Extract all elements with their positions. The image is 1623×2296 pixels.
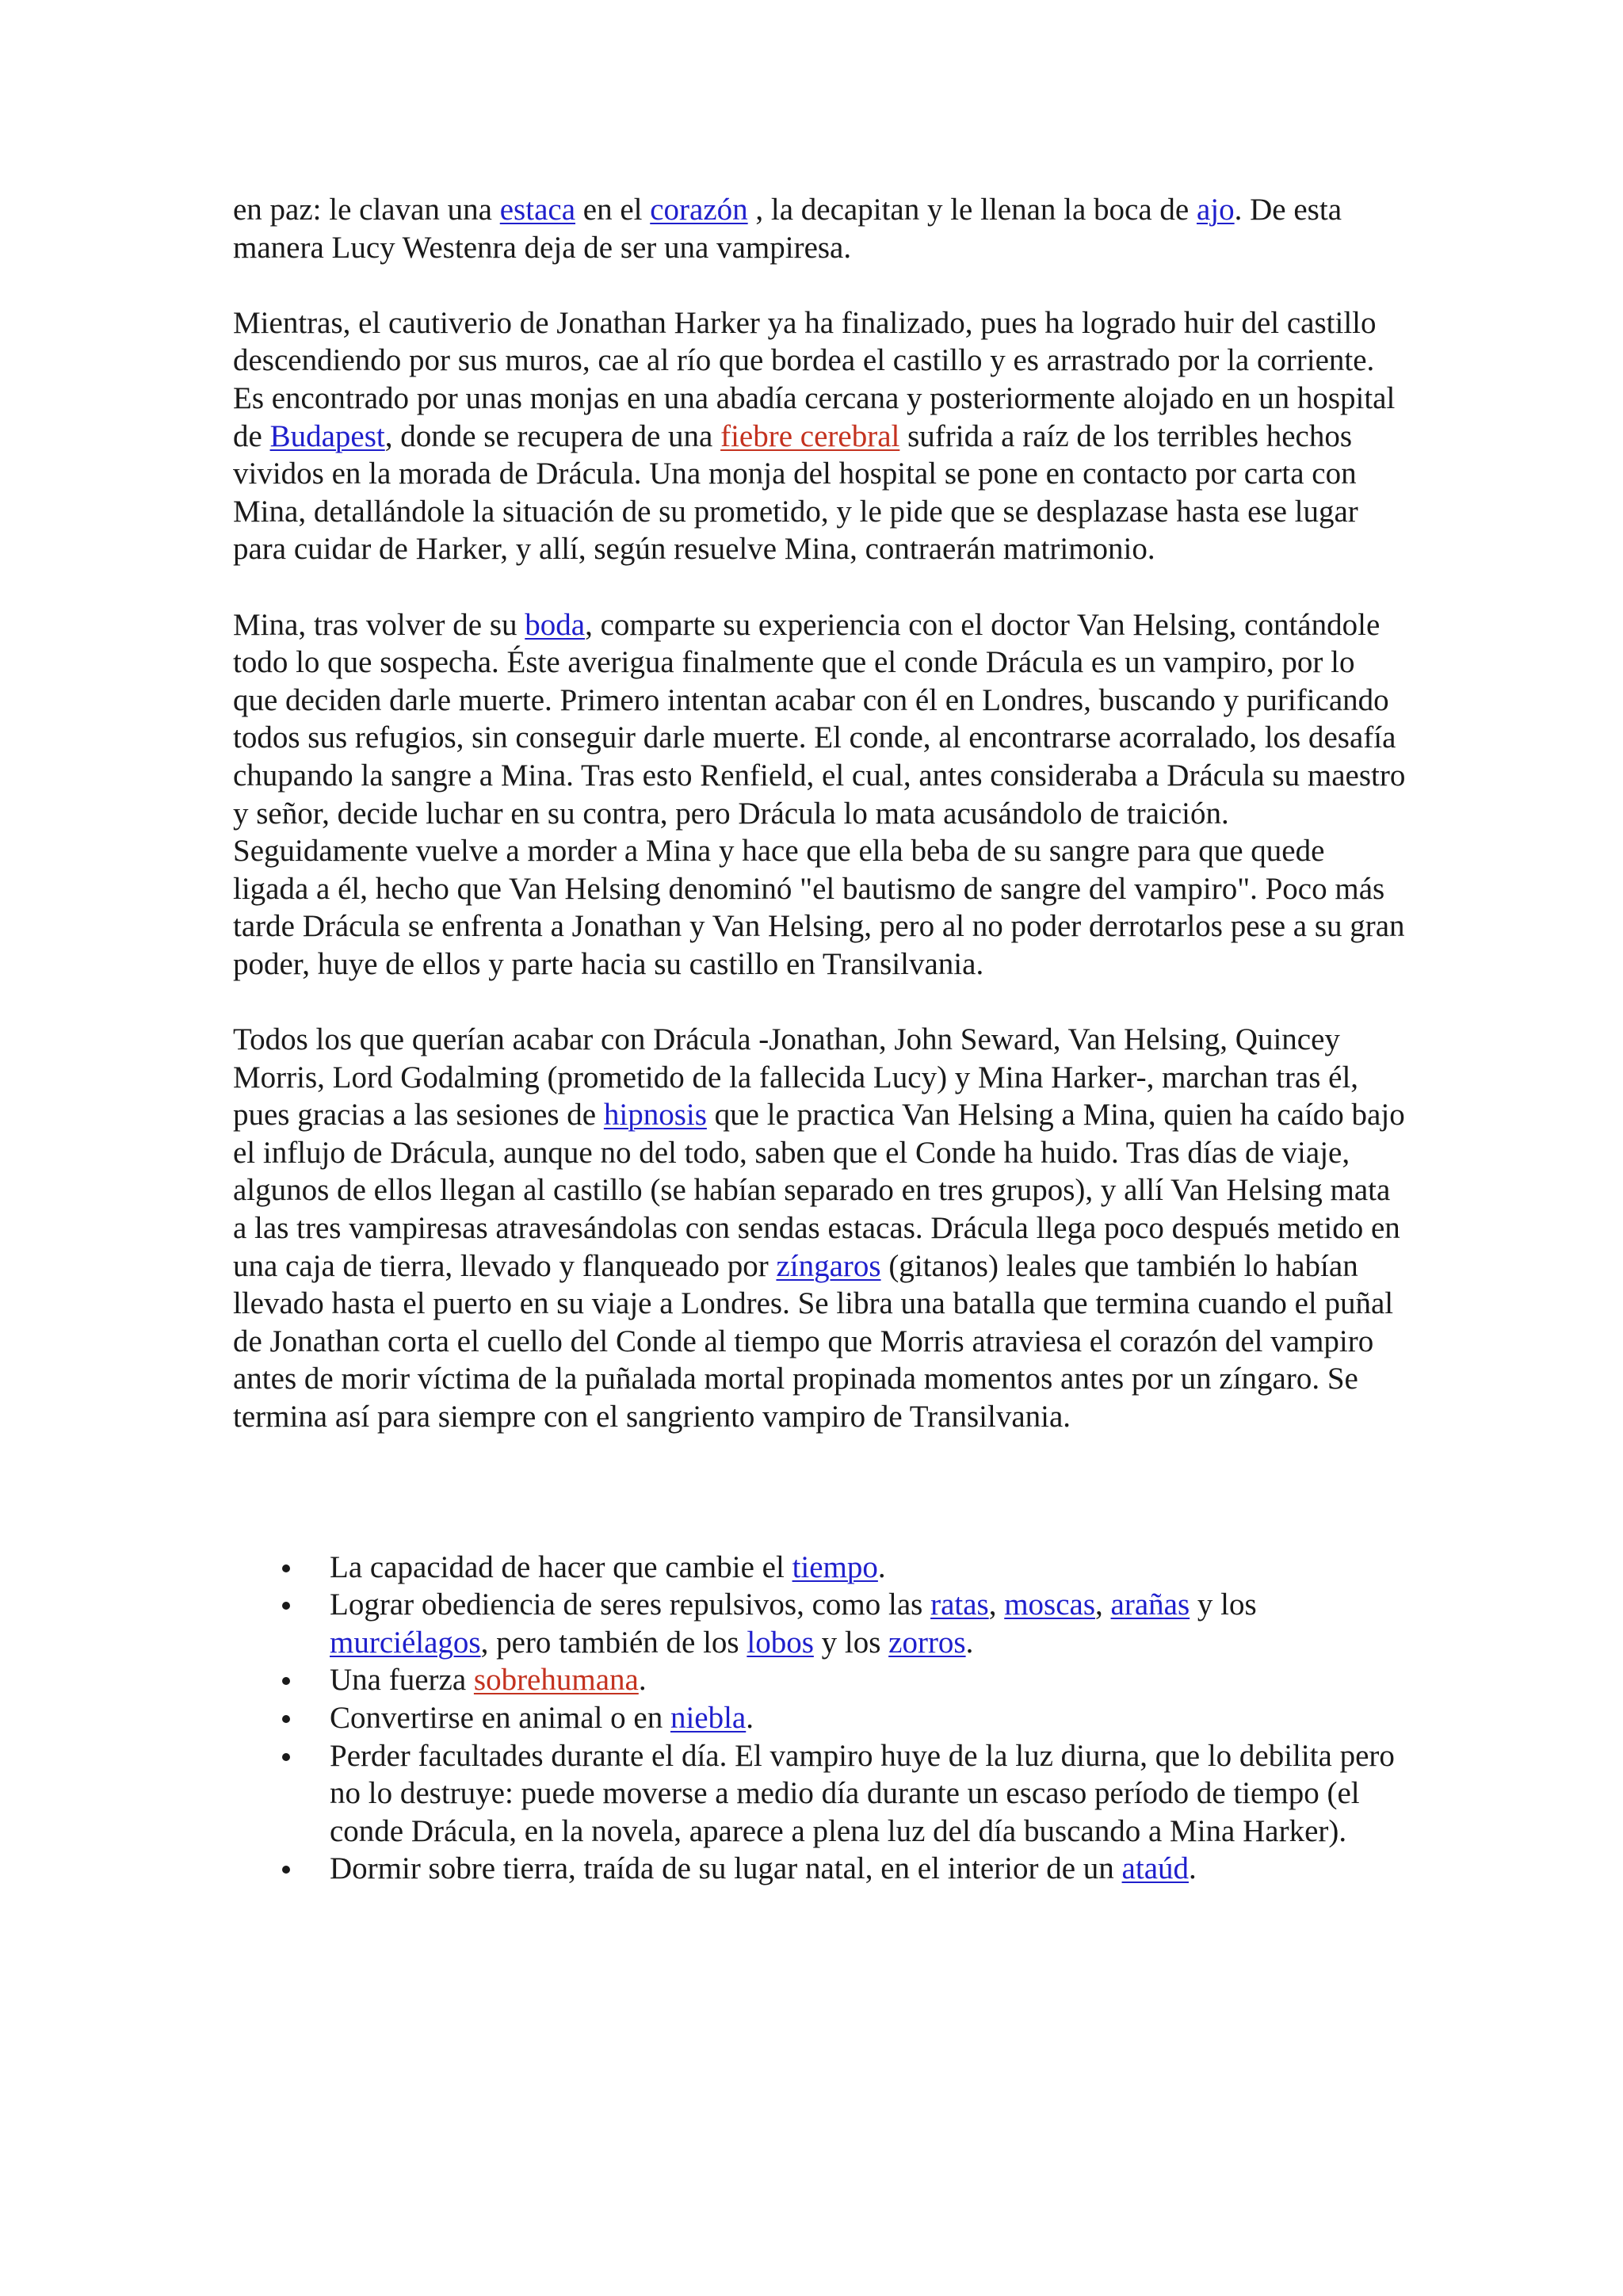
list-item: [233, 1586, 1406, 1661]
text-run: Perder facultades durante el día. El vampiro huye de la luz diurna, que lo debilita pero no lo destruye: puede moverse a medio día durante un escaso período de tiempo (el conde Drácula, en la novela, aparece a plena luz del día buscando a Mina Harker).: [330, 1738, 1395, 1848]
link-hipnosis[interactable]: hipnosis: [603, 1098, 707, 1133]
text-run: (gitanos) leales que también lo habían llevado hasta el puerto en su viaje a Londres. Se libra una batalla que termina cuando el puñal de Jonathan corta el cuello del Conde al tiempo que Morris atraviesa el corazón del vampiro antes de morir víctima de la puñalada mortal propinada momentos antes por un zíngaro. Se termina así para siempre con el sangriento vampiro de Transilvania.: [233, 1248, 1394, 1434]
text-run: Mina, tras volver de su: [233, 607, 525, 642]
bullet-icon: [282, 1564, 290, 1572]
text-run: Convertirse en animal o en: [330, 1700, 670, 1735]
bullet-icon: [282, 1715, 290, 1723]
text-run: en paz: le clavan una: [233, 193, 500, 227]
text-run: , pero también de los: [480, 1625, 747, 1660]
list-item: [233, 1850, 1406, 1888]
bullet-icon: [282, 1866, 290, 1874]
list-item: [233, 1661, 1406, 1699]
text-run: en el: [575, 193, 651, 227]
bullet-icon: [282, 1602, 290, 1610]
document-page: [233, 191, 1406, 1888]
text-run: ,: [988, 1587, 1005, 1622]
link-budapest[interactable]: Budapest: [269, 418, 385, 453]
link-ataud[interactable]: ataúd: [1121, 1851, 1190, 1886]
paragraph-jonathan-escape: [233, 304, 1406, 568]
text-run: sufrida a raíz de los terribles hechos vividos en la morada de Drácula. Una monja del hospital se pone en contacto por carta con Mina, detallándole la situación de su prometido, y le pide que se desplazase hasta ese lugar para cuidar de Harker, y allí, según resuelve Mina, contraerán matrimonio.: [233, 418, 1358, 567]
bullet-icon: [282, 1753, 290, 1761]
link-lobos[interactable]: lobos: [747, 1625, 814, 1660]
text-run: , donde se recupera de una: [384, 418, 721, 453]
text-run: Dormir sobre tierra, traída de su lugar natal, en el interior de un: [330, 1851, 1122, 1886]
text-run: Mientras, el cautiverio de Jonathan Harker ya ha finalizado, pues ha logrado huir del castillo descendiendo por sus muros, cae al río que bordea el castillo y es arrastrado por la corriente. Es encontrado por unas monjas en una abadía cercana y posteriormente alojado en un hospital de: [233, 305, 1396, 453]
link-murcielagos[interactable]: murciélagos: [330, 1625, 481, 1660]
spacer: [233, 1436, 1406, 1549]
text-run: y los: [813, 1625, 889, 1660]
text-run: .: [638, 1663, 647, 1698]
paragraph-mina-wedding: [233, 606, 1406, 984]
text-run: .: [1189, 1851, 1197, 1886]
link-boda[interactable]: boda: [525, 607, 586, 642]
text-run: Todos los que querían acabar con Drácula -Jonathan, John Seward, Van Helsing, Quincey Morris, Lord Godalming (prometido de la fallecida Lucy) y Mina Harker-, marchan tras él, pues gracias a las sesiones de: [233, 1022, 1359, 1133]
link-fiebre-cerebral[interactable]: fiebre cerebral: [720, 418, 900, 453]
text-run: .: [877, 1549, 886, 1584]
link-corazon[interactable]: corazón: [650, 193, 748, 227]
text-run: , la decapitan y le llenan la boca de: [747, 193, 1197, 227]
link-zorros[interactable]: zorros: [888, 1625, 966, 1660]
list-item: [233, 1737, 1406, 1851]
bullet-icon: [282, 1677, 290, 1685]
paragraph-lucy-ending: [233, 191, 1406, 266]
link-niebla[interactable]: niebla: [670, 1700, 747, 1735]
link-moscas[interactable]: moscas: [1004, 1587, 1096, 1622]
text-run: Lograr obediencia de seres repulsivos, como las: [330, 1587, 931, 1622]
list-item: [233, 1549, 1406, 1587]
text-run: , comparte su experiencia con el doctor Van Helsing, contándole todo lo que sospecha. Éste averigua finalmente que el conde Drácula es un vampiro, por lo que deciden darle muerte. Primero intentan acabar con él en Londres, buscando y purificando todos sus refugios, sin conseguir darle muerte. El conde, al encontrarse acorralado, los desafía chupando la sangre a Mina. Tras esto Renfield, el cual, antes consideraba a Drácula su maestro y señor, decide luchar en su contra, pero Drácula lo mata acusándolo de traición. Seguidamente vuelve a morder a Mina y hace que ella beba de su sangre para que quede ligada a él, hecho que Van Helsing denominó "el bautismo de sangre del vampiro". Poco más tarde Drácula se enfrenta a Jonathan y Van Helsing, pero al no poder derrotarlos pese a su gran poder, huye de ellos y parte hacia su castillo en Transilvania.: [233, 607, 1406, 981]
link-estaca[interactable]: estaca: [499, 193, 576, 227]
text-run: La capacidad de hacer que cambie el: [330, 1549, 792, 1584]
powers-list: [233, 1549, 1406, 1888]
text-run: que le practica Van Helsing a Mina, quien ha caído bajo el influjo de Drácula, aunque no del todo, saben que el Conde ha huido. Tras días de viaje, algunos de ellos llegan al castillo (se habían separado en tres grupos), y allí Van Helsing mata a las tres vampiresas atravesándolas con sendas estacas. Drácula llega poco después metido en una caja de tierra, llevado y flanqueado por: [233, 1098, 1405, 1283]
text-run: .: [965, 1625, 974, 1660]
text-run: y los: [1190, 1587, 1257, 1622]
link-ratas[interactable]: ratas: [930, 1587, 989, 1622]
text-run: . De esta manera Lucy Westenra deja de ser una vampiresa.: [233, 193, 1342, 265]
list-item: [233, 1699, 1406, 1737]
paragraph-final-battle: [233, 1021, 1406, 1436]
link-zingaros[interactable]: zíngaros: [776, 1248, 881, 1283]
text-run: ,: [1095, 1587, 1111, 1622]
text-run: .: [746, 1700, 754, 1735]
link-tiempo[interactable]: tiempo: [792, 1549, 878, 1584]
text-run: Una fuerza: [330, 1663, 474, 1698]
link-aranas[interactable]: arañas: [1110, 1587, 1190, 1622]
link-ajo[interactable]: ajo: [1196, 193, 1235, 227]
link-sobrehumana[interactable]: sobrehumana: [473, 1663, 639, 1698]
